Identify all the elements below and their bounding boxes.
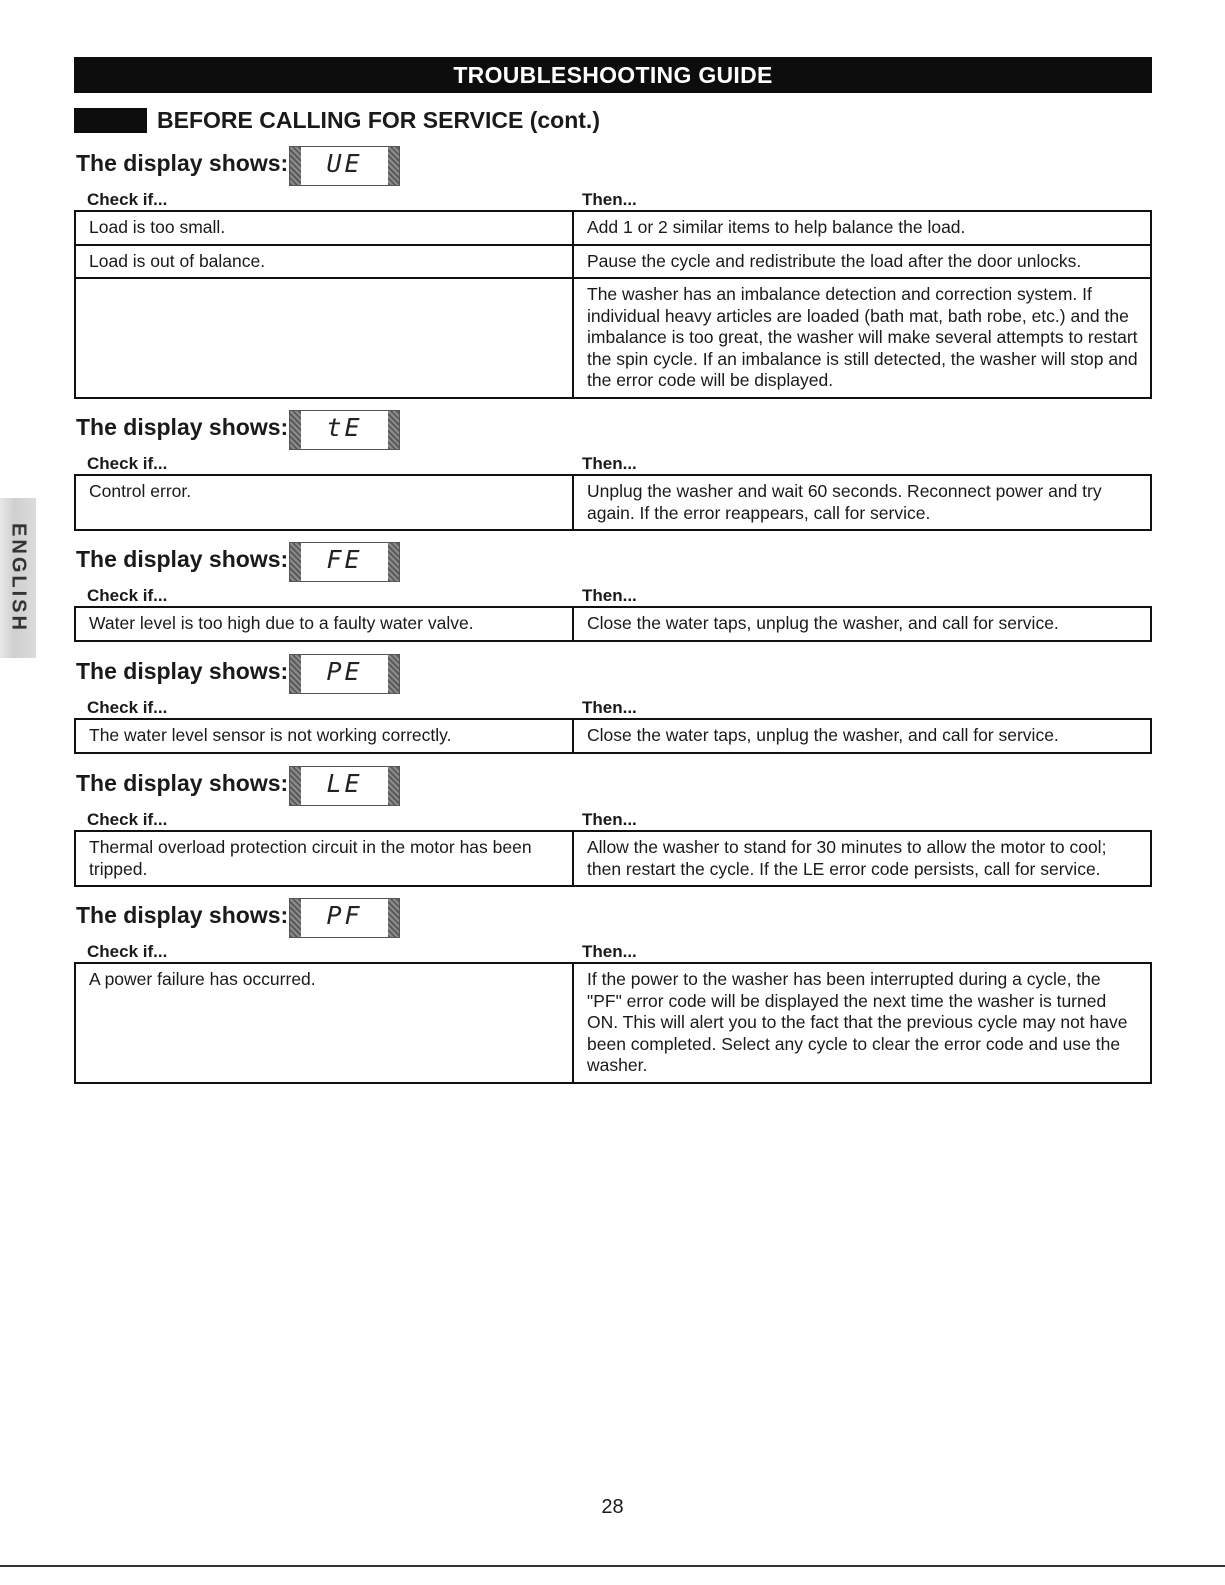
check-if-header: Check if... <box>87 942 168 961</box>
then-header: Then... <box>582 698 637 717</box>
check-if-header: Check if... <box>87 586 168 605</box>
check-if-header: Check if... <box>87 190 168 209</box>
troubleshooting-table <box>74 606 1152 642</box>
display-shows-row <box>74 898 1152 940</box>
error-section-fe <box>74 542 1152 642</box>
check-cell: A power failure has occurred. <box>75 963 573 1083</box>
page-banner-title: TROUBLESHOOTING GUIDE <box>74 57 1152 93</box>
then-header: Then... <box>582 586 637 605</box>
language-side-tab <box>0 498 36 658</box>
column-headers <box>74 808 1152 830</box>
then-cell: Allow the washer to stand for 30 minutes to allow the motor to cool; then restart the cycle. If the LE error code persists, call for service. <box>573 831 1151 886</box>
then-cell: The washer has an imbalance detection and correction system. If individual heavy articles are loaded (bath mat, bath robe, etc.) and the imbalance is too great, the washer will make several attempts to restart the spin cycle. If an imbalance is still detected, the washer will stop and the error code will be displayed. <box>573 278 1151 398</box>
then-header: Then... <box>582 454 637 473</box>
display-shows-label: The display shows: <box>76 770 289 796</box>
error-section-pe <box>74 654 1152 754</box>
error-code: UE <box>326 149 363 178</box>
error-section-te <box>74 410 1152 531</box>
then-header: Then... <box>582 810 637 829</box>
display-shows-label: The display shows: <box>76 546 289 572</box>
section-heading <box>74 107 600 133</box>
check-cell <box>75 278 573 398</box>
troubleshooting-table <box>74 474 1152 531</box>
check-cell: Control error. <box>75 475 573 530</box>
error-code: PE <box>326 657 363 686</box>
lcd-display-icon <box>289 146 400 186</box>
check-cell: Water level is too high due to a faulty water valve. <box>75 607 573 641</box>
error-section-ue <box>74 146 1152 399</box>
table-row <box>75 211 1151 245</box>
column-headers <box>74 188 1152 210</box>
table-row <box>75 719 1151 753</box>
display-shows-label: The display shows: <box>76 414 289 440</box>
error-code: tE <box>326 413 363 442</box>
error-code: LE <box>326 769 363 798</box>
bottom-divider <box>0 1565 1225 1567</box>
section-heading-text: BEFORE CALLING FOR SERVICE (cont.) <box>157 106 600 133</box>
page-number: 28 <box>601 1496 624 1518</box>
then-cell: Close the water taps, unplug the washer, and call for service. <box>573 719 1151 753</box>
error-section-le <box>74 766 1152 887</box>
column-headers <box>74 584 1152 606</box>
check-cell: Thermal overload protection circuit in the motor has been tripped. <box>75 831 573 886</box>
troubleshooting-table <box>74 830 1152 887</box>
column-headers <box>74 940 1152 962</box>
table-row <box>75 278 1151 398</box>
then-cell: Pause the cycle and redistribute the load after the door unlocks. <box>573 245 1151 279</box>
table-row <box>75 963 1151 1083</box>
display-shows-row <box>74 146 1152 188</box>
then-cell: Close the water taps, unplug the washer, and call for service. <box>573 607 1151 641</box>
display-shows-row <box>74 410 1152 452</box>
check-cell: The water level sensor is not working correctly. <box>75 719 573 753</box>
display-shows-label: The display shows: <box>76 902 289 928</box>
table-row <box>75 831 1151 886</box>
display-shows-row <box>74 542 1152 584</box>
display-shows-row <box>74 654 1152 696</box>
error-code: PF <box>326 901 363 930</box>
check-if-header: Check if... <box>87 810 168 829</box>
table-row <box>75 245 1151 279</box>
check-cell: Load is out of balance. <box>75 245 573 279</box>
troubleshooting-table <box>74 962 1152 1084</box>
display-shows-row <box>74 766 1152 808</box>
error-section-pf <box>74 898 1152 1084</box>
troubleshooting-table <box>74 210 1152 399</box>
lcd-display-icon <box>289 898 400 938</box>
column-headers <box>74 696 1152 718</box>
lcd-display-icon <box>289 542 400 582</box>
then-cell: Unplug the washer and wait 60 seconds. Reconnect power and try again. If the error reappears, call for service. <box>573 475 1151 530</box>
then-cell: If the power to the washer has been interrupted during a cycle, the "PF" error code will be displayed the next time the washer is turned ON. This will alert you to the fact that the previous cycle may not have been completed. Select any cycle to clear the error code and use the washer. <box>573 963 1151 1083</box>
table-row <box>75 475 1151 530</box>
then-header: Then... <box>582 190 637 209</box>
lcd-display-icon <box>289 654 400 694</box>
check-if-header: Check if... <box>87 454 168 473</box>
troubleshooting-table <box>74 718 1152 754</box>
then-header: Then... <box>582 942 637 961</box>
language-side-tab-label: ENGLISH <box>7 523 30 633</box>
lcd-display-icon <box>289 766 400 806</box>
column-headers <box>74 452 1152 474</box>
then-cell: Add 1 or 2 similar items to help balance the load. <box>573 211 1151 245</box>
heading-marker-block <box>74 108 147 133</box>
error-code: FE <box>326 545 363 574</box>
check-cell: Load is too small. <box>75 211 573 245</box>
check-if-header: Check if... <box>87 698 168 717</box>
lcd-display-icon <box>289 410 400 450</box>
display-shows-label: The display shows: <box>76 658 289 684</box>
display-shows-label: The display shows: <box>76 150 289 176</box>
table-row <box>75 607 1151 641</box>
